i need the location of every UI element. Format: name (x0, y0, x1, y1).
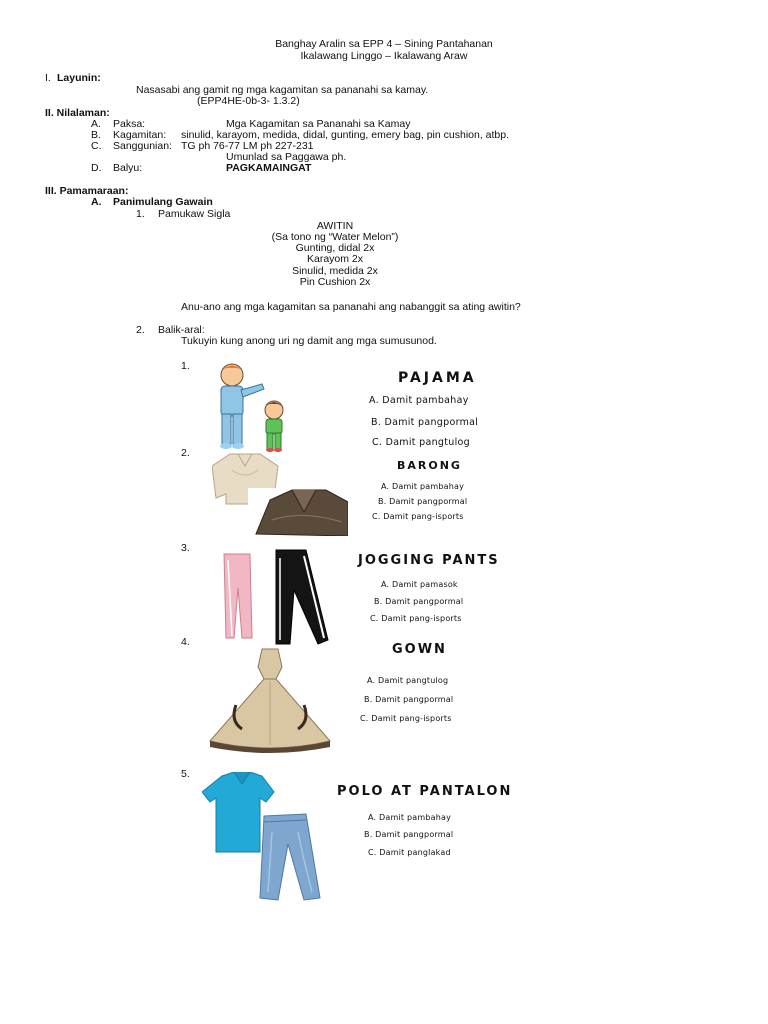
song-line-3: Sinulid, medida 2x (292, 265, 378, 277)
step-instruction: Tukuyin kung anong uri ng damit ang mga sumusunod. (181, 335, 437, 347)
nilalaman-value-sanggunian: TG ph 76-77 LM ph 227-231 (181, 140, 314, 152)
section-heading-layunin: Layunin: (57, 72, 101, 84)
choice-b: B. Damit pangpormal (364, 830, 454, 839)
subsection-heading-panimulang-gawain: Panimulang Gawain (113, 196, 213, 208)
choice-a: A. Damit pangtulog (367, 676, 449, 685)
step-number-2: 2. (136, 324, 145, 336)
question-title-barong: BARONG (397, 459, 462, 472)
document-title: Banghay Aralin sa EPP 4 – Sining Pantahanan (275, 38, 493, 50)
question-title-jogging-pants: JOGGING PANTS (358, 553, 500, 568)
choice-a: A. Damit pambahay (381, 482, 465, 491)
question-title-pajama: PAJAMA (398, 370, 477, 386)
nilalaman-letter-c: C. (91, 140, 102, 152)
song-line-1: Gunting, didal 2x (295, 242, 375, 254)
choice-a: A. Damit pambahay (368, 813, 452, 822)
question-title-gown: GOWN (392, 642, 447, 657)
song-title: AWITIN (316, 220, 354, 232)
nilalaman-value-balyu: PAGKAMAINGAT (226, 162, 312, 174)
choice-b: B. Damit pangpormal (374, 597, 464, 606)
objective-code: (EPP4HE-0b-3- 1.3.2) (197, 95, 300, 107)
question-number: 5. (181, 768, 190, 780)
section-heading-nilalaman: II. Nilalaman: (45, 107, 110, 119)
question-title-polo-at-pantalon: POLO AT PANTALON (337, 784, 513, 799)
nilalaman-letter-b: B. (91, 129, 101, 141)
document-subtitle: Ikalawang Linggo – Ikalawang Araw (300, 50, 468, 62)
nilalaman-value-sanggunian-2: Umunlad sa Paggawa ph. (226, 151, 347, 163)
song-line-2: Karayom 2x (306, 253, 364, 265)
nilalaman-letter-d: D. (91, 162, 102, 174)
nilalaman-key-kagamitan: Kagamitan: (113, 129, 167, 141)
pajama-kids-image (212, 362, 302, 454)
song-tune: (Sa tono ng “Water Melon”) (271, 231, 399, 243)
choice-c: C. Damit pang-isports (372, 512, 464, 521)
choice-c: C. Damit pang-isports (370, 614, 462, 623)
step-number-1: 1. (136, 208, 145, 220)
gown-image (206, 645, 334, 753)
choice-a: A. Damit pambahay (369, 395, 469, 406)
song-line-4: Pin Cushion 2x (299, 276, 371, 288)
choice-b: B. Damit pangpormal (364, 695, 454, 704)
question-number: 2. (181, 447, 190, 459)
choice-c: C. Damit pang-isports (360, 714, 452, 723)
step-label-pamukaw-sigla: Pamukaw Sigla (158, 208, 231, 220)
barong-image (212, 450, 348, 536)
choice-b: B. Damit pangpormal (378, 497, 468, 506)
step-label-balik-aral: Balik-aral: (158, 324, 205, 336)
nilalaman-letter-a: A. (91, 118, 101, 130)
choice-c: C. Damit pangtulog (372, 437, 470, 448)
objective-text: Nasasabi ang gamit ng mga kagamitan sa pananahi sa kamay. (136, 84, 429, 96)
choice-c: C. Damit panglakad (368, 848, 451, 857)
nilalaman-value-paksa: Mga Kagamitan sa Pananahi sa Kamay (226, 118, 411, 130)
nilalaman-key-balyu: Balyu: (113, 162, 143, 174)
nilalaman-value-kagamitan: sinulid, karayom, medida, didal, gunting, emery bag, pin cushion, atbp. (181, 129, 510, 141)
choice-b: B. Damit pangpormal (371, 417, 479, 428)
choice-a: A. Damit pamasok (381, 580, 458, 589)
nilalaman-key-paksa: Paksa: (113, 118, 146, 130)
section-number-layunin: I. (45, 72, 51, 84)
jogging-pants-image (220, 548, 332, 648)
nilalaman-key-sanggunian: Sanggunian: (113, 140, 172, 152)
question-number: 4. (181, 636, 190, 648)
polo-and-jeans-image (202, 772, 338, 902)
question-number: 3. (181, 542, 190, 554)
subsection-letter-a: A. (91, 196, 102, 208)
question-number: 1. (181, 360, 190, 372)
song-question: Anu-ano ang mga kagamitan sa pananahi ang nabanggit sa ating awitin? (181, 301, 521, 313)
section-heading-pamamaraan: III. Pamamaraan: (45, 185, 129, 197)
